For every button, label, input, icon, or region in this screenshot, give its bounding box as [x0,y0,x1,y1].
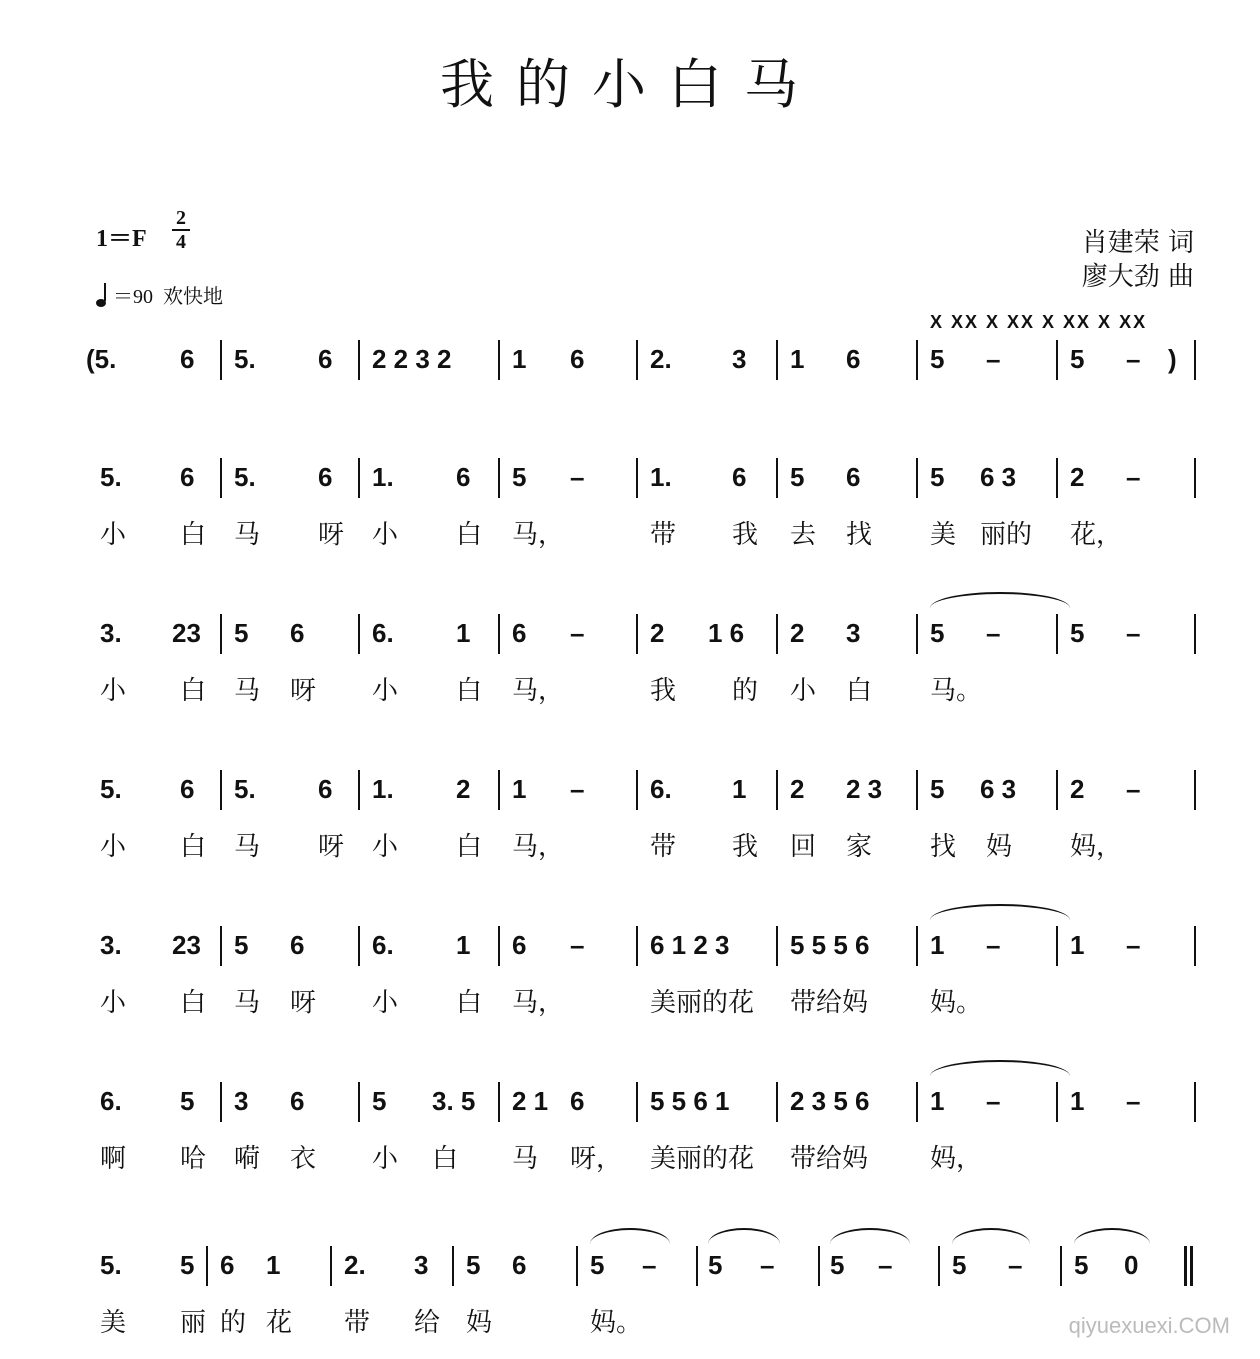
bar-line [776,614,778,654]
note: 5 [952,1250,967,1280]
note: – [1008,1250,1023,1280]
lyric: 带给妈 [790,988,869,1018]
note: – [1126,344,1141,374]
note: 2 [456,774,471,804]
note: 5 [790,462,805,492]
composer-credit: 廖大劲 曲 [1081,262,1194,292]
lyric: 呀 [318,832,345,862]
note: 6 [318,774,333,804]
tempo-marking [96,280,223,309]
note: 6. [372,930,394,960]
bar-line [1056,614,1058,654]
note: 3. 5 [432,1086,476,1116]
lyric: 嗬 [234,1144,261,1174]
bar-line [452,1246,454,1286]
note: 6 [846,344,861,374]
bar-line [220,458,222,498]
notes-line [80,926,1200,970]
lyric: 花， [1070,520,1123,550]
bar-line [696,1246,698,1286]
note: 5 [930,774,945,804]
note: 1 [456,930,471,960]
bar-line [776,770,778,810]
note: 3 [234,1086,249,1116]
lyric: 丽 [180,1308,207,1338]
note: 6 [290,1086,305,1116]
note: – [1126,1086,1141,1116]
time-signature-top: 2 [176,207,186,229]
lyric: 我 [732,832,759,862]
bar-line [498,1082,500,1122]
lyric: 马 [234,988,261,1018]
notes-line [80,770,1200,814]
lyric: 白 [456,520,483,550]
note: – [760,1250,775,1280]
lyric: 白 [180,520,207,550]
lyric: 马， [512,520,565,550]
lyric: 小 [100,676,127,706]
lyric: 妈， [1070,832,1123,862]
note: 5 [180,1250,195,1280]
bar-line [498,926,500,966]
lyric: 的 [732,676,759,706]
bar-line [358,926,360,966]
note: – [986,930,1001,960]
notes-line [80,1082,1200,1126]
bar-line [498,458,500,498]
slur [930,592,1070,608]
bar-line [636,926,638,966]
note: 6 3 [980,462,1017,492]
bar-line [358,770,360,810]
lyric: 小 [372,676,399,706]
bar-line [776,458,778,498]
note: 5. [100,1250,122,1280]
bar-line [916,458,918,498]
note: 1 [1070,930,1085,960]
lyrics-line [80,1138,1200,1178]
note: 5 [372,1086,387,1116]
bar-line [636,340,638,380]
note: 6 [512,1250,527,1280]
lyrics-line [80,670,1200,710]
bar-line [358,340,360,380]
lyric: 妈， [930,1144,983,1174]
lyric: 妈。 [590,1308,643,1338]
bar-line [1194,770,1196,810]
lyric: 小 [100,832,127,862]
lyric: 小 [372,520,399,550]
note: 2 [790,774,805,804]
rhythm-pattern: X XX X XX X XX X XX [930,312,1148,332]
note: 6 [512,618,527,648]
lyric: 美丽的花 [650,1144,755,1174]
lyric: 白 [180,988,207,1018]
note: 6. [650,774,672,804]
bar-line [636,614,638,654]
note: 2. [344,1250,366,1280]
note: 5. [234,344,256,374]
lyric: 妈。 [930,988,983,1018]
note: 1 [1070,1086,1085,1116]
bar-line [220,340,222,380]
lyric: 白 [456,676,483,706]
lyric: 我 [732,520,759,550]
lyric: 呀， [570,1144,623,1174]
note: 6 [570,1086,585,1116]
lyric: 马 [234,832,261,862]
slur [1074,1228,1150,1244]
score-row [80,458,1200,548]
lyric: 白 [846,676,873,706]
note: 6. [100,1086,122,1116]
note: ) [1168,344,1177,374]
note: – [986,618,1001,648]
note: 5. [234,462,256,492]
lyric: 找 [930,832,957,862]
lyric: 马， [512,676,565,706]
lyric: 花 [266,1308,293,1338]
bar-line [1194,1082,1196,1122]
lyric: 带 [650,520,677,550]
note: 5 [466,1250,481,1280]
slur [952,1228,1030,1244]
lyric: 美 [930,520,957,550]
bar-line [498,614,500,654]
note: 5 [1074,1250,1089,1280]
note: 2 3 [846,774,883,804]
note: 1 [790,344,805,374]
lyric: 丽的 [980,520,1033,550]
lyricist-credit: 肖建荣 词 [1081,228,1194,258]
score-row [80,1082,1200,1172]
bar-line [916,1082,918,1122]
bar-line [636,1082,638,1122]
bar-line [636,458,638,498]
lyric: 小 [372,832,399,862]
lyric: 呀 [290,676,317,706]
bar-line [1194,926,1196,966]
lyric: 的 [220,1308,247,1338]
score-row [80,1246,1200,1336]
note: 1. [372,462,394,492]
note: – [570,462,585,492]
slur [830,1228,910,1244]
note: 23 [172,930,201,960]
note: 5 [930,462,945,492]
lyric: 白 [456,832,483,862]
lyric: 回 [790,832,817,862]
score-row [80,340,1200,430]
note: 6 [570,344,585,374]
note: 0 [1124,1250,1139,1280]
note: 5. [100,462,122,492]
bar-line [776,1082,778,1122]
slur [590,1228,670,1244]
note: – [570,774,585,804]
note: 5 [234,930,249,960]
note: 6 [180,774,195,804]
lyric: 妈 [466,1308,493,1338]
credits [1082,226,1194,294]
note: 6 [220,1250,235,1280]
bar-line [1190,1246,1193,1286]
lyric: 小 [790,676,817,706]
time-signature [172,208,190,252]
note: 5 5 5 6 [790,930,870,960]
lyric: 白 [432,1144,459,1174]
slur [930,1060,1070,1076]
note: 6 [732,462,747,492]
score-row [80,770,1200,860]
bar-line [818,1246,820,1286]
time-signature-bottom: 4 [176,231,186,253]
lyrics-line [80,982,1200,1022]
lyric: 马 [234,676,261,706]
lyric: 带给妈 [790,1144,869,1174]
bar-line [358,614,360,654]
bar-line [938,1246,940,1286]
note: – [1126,618,1141,648]
bar-line [1056,1082,1058,1122]
bar-line [776,340,778,380]
note: 3. [100,930,122,960]
bar-line [916,614,918,654]
lyrics-line [80,396,1200,436]
bar-line [220,614,222,654]
note: 1 [266,1250,281,1280]
slur [930,904,1070,920]
notes-line [80,458,1200,502]
note: 2 3 5 6 [790,1086,870,1116]
lyric: 美丽的花 [650,988,755,1018]
note: 1. [372,774,394,804]
note: – [1126,774,1141,804]
note: – [642,1250,657,1280]
bar-line [1056,926,1058,966]
lyric: 美 [100,1308,127,1338]
tempo-expression: 欢快地 [163,286,223,308]
note: – [570,618,585,648]
lyric: 啊 [100,1144,127,1174]
tempo-bpm: ＝90 [113,286,153,308]
bar-line [1184,1246,1187,1286]
note: 6 [318,462,333,492]
note: 5 [930,344,945,374]
note: 5 [1070,344,1085,374]
note: 6 [456,462,471,492]
lyric: 小 [372,988,399,1018]
key-signature: 1＝F [96,226,147,252]
note: 2 1 [512,1086,549,1116]
bar-line [330,1246,332,1286]
lyric: 给 [414,1308,441,1338]
slur [708,1228,780,1244]
note: 3 [414,1250,429,1280]
note: 5 5 6 1 [650,1086,730,1116]
bar-line [1056,340,1058,380]
lyric: 马。 [930,676,983,706]
lyric: 呀 [290,988,317,1018]
note: 1 [732,774,747,804]
bar-line [1194,458,1196,498]
note: – [1126,930,1141,960]
lyric: 去 [790,520,817,550]
score-row [80,926,1200,1016]
lyric: 妈 [986,832,1013,862]
bar-line [776,926,778,966]
note: 5 [234,618,249,648]
lyric: 家 [846,832,873,862]
score-row [80,614,1200,704]
lyric: 带 [650,832,677,862]
note: 2 [650,618,665,648]
notes-line [80,340,1200,384]
note: 5. [234,774,256,804]
bar-line [220,1082,222,1122]
note: 5 [930,618,945,648]
lyric: 呀 [318,520,345,550]
note: 5 [1070,618,1085,648]
note: – [986,1086,1001,1116]
lyric: 马 [512,1144,539,1174]
lyric: 我 [650,676,677,706]
note: – [570,930,585,960]
lyrics-line [80,1302,1200,1342]
bar-line [220,770,222,810]
note: 1 [512,774,527,804]
lyric: 马， [512,988,565,1018]
lyric: 哈 [180,1144,207,1174]
note: 1 6 [708,618,745,648]
note: 2 [790,618,805,648]
bar-line [358,458,360,498]
bar-line [636,770,638,810]
note: 3 [732,344,747,374]
note: 1 [930,930,945,960]
lyric: 马， [512,832,565,862]
note: 6. [372,618,394,648]
note: – [986,344,1001,374]
note: 2 2 3 2 [372,344,452,374]
bar-line [358,1082,360,1122]
lyric: 小 [100,520,127,550]
lyric: 找 [846,520,873,550]
note: 5 [512,462,527,492]
watermark: qiyuexuexi.COM [1068,1313,1230,1338]
note: 6 [180,344,195,374]
note: 5 [708,1250,723,1280]
note: 1 [512,344,527,374]
bar-line [220,926,222,966]
note: 1 [456,618,471,648]
note: 3 [846,618,861,648]
lyric: 衣 [290,1144,317,1174]
note: 5 [590,1250,605,1280]
note: 2. [650,344,672,374]
note: 1. [650,462,672,492]
bar-line [1060,1246,1062,1286]
note: 5 [180,1086,195,1116]
song-title: 我的小白马 [440,53,820,116]
notes-line [80,614,1200,658]
note: – [1126,462,1141,492]
bar-line [498,340,500,380]
lyrics-line [80,826,1200,866]
note: 6 1 2 3 [650,930,730,960]
bar-line [206,1246,208,1286]
note: 6 [180,462,195,492]
note: 6 [846,462,861,492]
note: 6 [290,618,305,648]
bar-line [916,340,918,380]
bar-line [1056,770,1058,810]
note: 1 [930,1086,945,1116]
note: 6 [318,344,333,374]
bar-line [1194,340,1196,380]
note: 6 3 [980,774,1017,804]
bar-line [576,1246,578,1286]
note: 3. [100,618,122,648]
note: (5. [86,344,117,374]
bar-line [916,770,918,810]
note: 5 [830,1250,845,1280]
bar-line [498,770,500,810]
note: 5. [100,774,122,804]
note: 2 [1070,774,1085,804]
notes-line [80,1246,1200,1290]
note: 6 [512,930,527,960]
lyrics-line [80,514,1200,554]
note: 23 [172,618,201,648]
lyric: 带 [344,1308,371,1338]
lyric: 小 [100,988,127,1018]
bar-line [1194,614,1196,654]
lyric: 马 [234,520,261,550]
lyric: 白 [180,676,207,706]
note: 2 [1070,462,1085,492]
note: 6 [290,930,305,960]
lyric: 白 [180,832,207,862]
bar-line [1056,458,1058,498]
bar-line [916,926,918,966]
lyric: 白 [456,988,483,1018]
note: – [878,1250,893,1280]
lyric: 小 [372,1144,399,1174]
